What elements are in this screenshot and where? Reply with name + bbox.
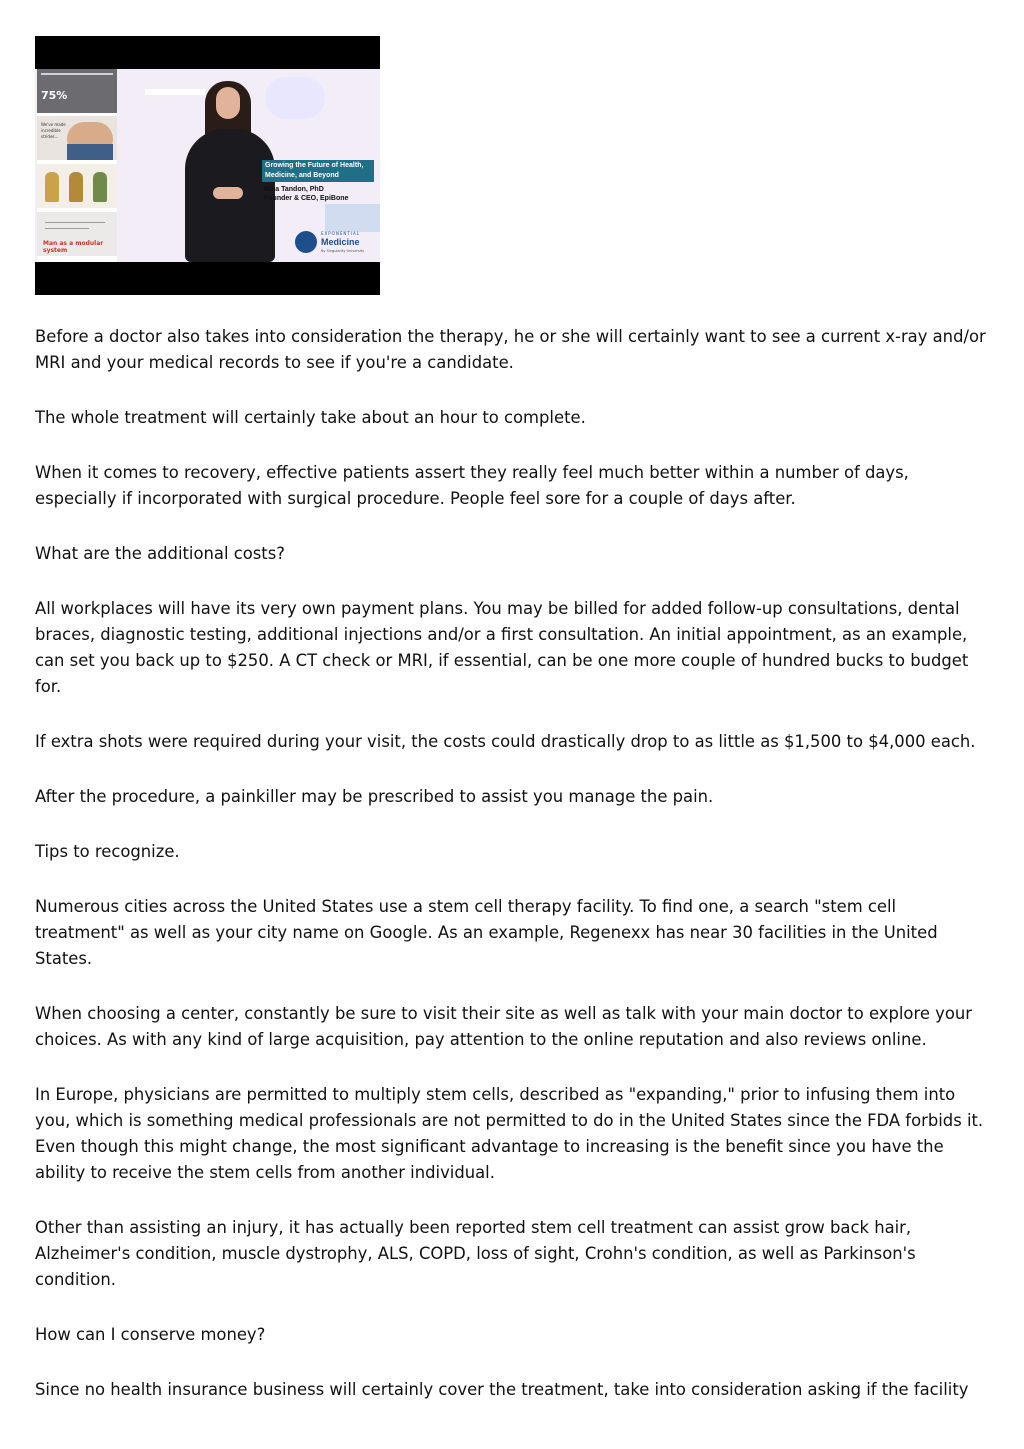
slide-header-line [41,73,113,75]
speaker-name: Nina Tandon, PhD [264,186,324,193]
stage-light [145,89,205,95]
stage-light [325,204,380,232]
brand-by: By Singularity University [321,249,365,253]
slide-thumbnail [37,212,117,258]
slide-strip [37,69,117,262]
slide-percent-text: 75% [41,89,68,102]
paragraph: If extra shots were required during your visit, the costs could drastically drop to as little as $1,500 to $4,000 each. [35,732,976,751]
figure-icon [69,172,83,202]
brand-icon [295,231,317,253]
article-body [35,324,990,1403]
speaker-image [216,87,240,119]
brand-logo [295,229,375,257]
video-frame [35,69,380,262]
speaker-credit [264,185,348,203]
stage-light [265,77,325,119]
figure-icon [93,172,107,202]
paragraph: The whole treatment will certainly take about an hour to complete. [35,408,586,427]
article [35,36,990,1432]
paragraph: How can I conserve money? [35,1325,266,1344]
paragraph: What are the additional costs? [35,544,285,563]
paragraph: Tips to recognize. [35,842,180,861]
paragraph: Numerous cities across the United States use a stem cell therapy facility. To find one, a search "stem cell treatment" as well as your city name on Google. As an example, Regenexx has near 30 facilities in the United States. [35,897,938,968]
slide-thumbnail [37,69,117,115]
slide-line [45,222,105,223]
slide-caption-text: We've made incredible strides... [41,122,66,139]
video-thumbnail[interactable] [35,36,380,295]
brand-sub: EXPONENTIAL [321,231,360,236]
speaker-role: Founder & CEO, EpiBone [264,195,349,202]
slide-thumbnail [37,116,117,162]
paragraph: All workplaces will have its very own payment plans. You may be billed for added follow-up consultations, dental braces, diagnostic testing, additional injections and/or a first consultation. An initial appointment, as an example, can set you back up to $250. A CT check or MRI, if essential, can be one more couple of hundred bucks to budget for. [35,599,969,696]
paragraph: After the procedure, a painkiller may be prescribed to assist you manage the pain. [35,787,714,806]
paragraph: Other than assisting an injury, it has actually been reported stem cell treatment can assist grow back hair, Alzheimer's condition, muscle dystrophy, ALS, COPD, loss of sight, Crohn's condition, as well as Parkinson's condition. [35,1218,916,1289]
slide-caption-text: Man as a modular system [43,240,104,254]
figure-icon [45,172,59,202]
paragraph: Before a doctor also takes into consideration the therapy, he or she will certainly want to see a current x-ray and/or MRI and your medical records to see if you're a candidate. [35,327,986,372]
paragraph: When choosing a center, constantly be sure to visit their site as well as talk with your main doctor to explore your choices. As with any kind of large acquisition, pay attention to the online reputation and also reviews online. [35,1004,972,1049]
paragraph: Since no health insurance business will certainly cover the treatment, take into consideration asking if the facility [35,1380,969,1399]
slide-line [45,228,89,229]
talk-title: Growing the Future of Health, Medicine, and Beyond [262,160,374,182]
speaker-image [213,187,243,199]
slide-image [67,144,113,160]
paragraph: When it comes to recovery, effective patients assert they really feel much better within a number of days, especially if incorporated with surgical procedure. People feel sore for a couple of days after. [35,463,909,508]
brand-name: Medicine [321,237,360,247]
slide-thumbnail [37,164,117,210]
paragraph: In Europe, physicians are permitted to multiply stem cells, described as "expanding," prior to infusing them into you, which is something medical professionals are not permitted to do in the United States since the FDA forbids it. Even though this might change, the most significant advantage to increasing is the benefit since you have the ability to receive the stem cells from another individual. [35,1085,984,1182]
